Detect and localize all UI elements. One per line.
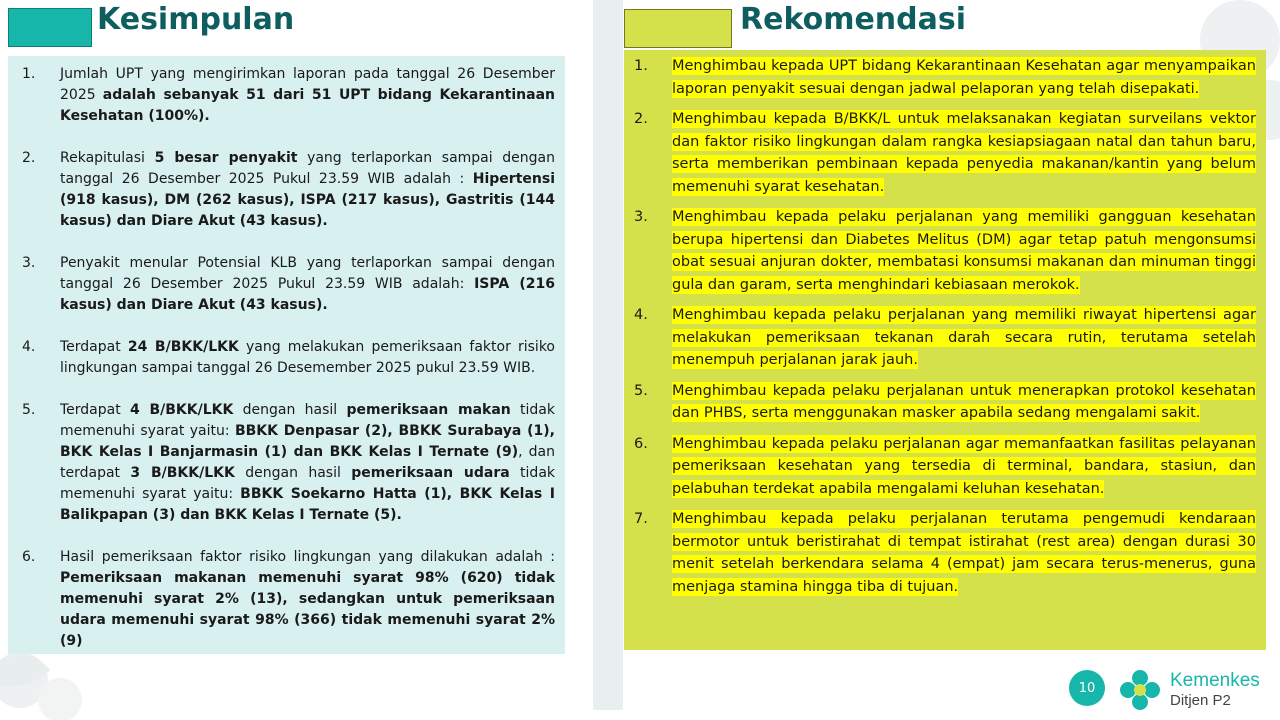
recommendation-item-text: Menghimbau kepada pelaku perjalanan untuk menerapkan protokol kesehatan dan PHBS, serta menggunakan masker apabila sedang mengalami sakit. bbox=[672, 382, 1256, 421]
recommendation-item-text: Menghimbau kepada pelaku perjalanan terutama pengemudi kendaraan bermotor untuk beristirahat di tempat istirahat (rest area) dengan durasi 30 menit setelah berkendara selama 4 (empat) jam secara terus-menerus, guna menjaga stamina hingga tiba di tujuan. bbox=[672, 511, 1256, 595]
conclusion-list bbox=[8, 64, 565, 652]
conclusion-item-text: dengan hasil bbox=[233, 402, 347, 418]
recommendation-item-text: Menghimbau kepada UPT bidang Kekarantinaan Kesehatan agar menyampaikan laporan penyakit sesuai dengan jadwal pelaporan yang telah disepakati. bbox=[672, 58, 1256, 97]
conclusion-item-text: Hasil pemeriksaan faktor risiko lingkungan yang dilakukan adalah : bbox=[60, 549, 555, 565]
recommendation-item bbox=[624, 433, 1266, 501]
conclusion-item bbox=[8, 64, 565, 127]
recommendation-item bbox=[624, 55, 1266, 100]
recommendation-item-text: Menghimbau kepada pelaku perjalanan yang memiliki riwayat hipertensi agar melakukan pemeriksaan tekanan darah secara rutin, terutama setelah menempuh perjalanan jarak jauh. bbox=[672, 307, 1256, 368]
conclusion-item-text: tidak memenuhi syarat yaitu: bbox=[60, 465, 556, 502]
conclusion-item bbox=[8, 148, 565, 232]
recommendation-item-number: 3. bbox=[634, 209, 648, 225]
recommendation-item bbox=[624, 508, 1266, 598]
conclusion-item-text: 5 besar penyakit bbox=[154, 150, 298, 166]
conclusion-panel bbox=[8, 56, 565, 654]
recommendation-item-text: Menghimbau kepada pelaku perjalanan yang memiliki gangguan kesehatan berupa hipertensi dan Diabetes Melitus (DM) agar tetap patuh mengonsumsi obat sesuai anjuran dokter, membatasi konsumsi makanan dan minuman tinggi gula dan garam, serta menghindari kebiasaan merokok. bbox=[672, 209, 1256, 293]
conclusion-item-text: dengan hasil bbox=[234, 465, 352, 481]
conclusion-item-text: adalah sebanyak 51 dari 51 UPT bidang Kekarantinaan Kesehatan (100%). bbox=[60, 87, 555, 124]
recommendation-item-number: 1. bbox=[634, 58, 648, 74]
conclusion-item-text: , dan terdapat bbox=[60, 444, 555, 481]
recommendation-item-number: 4. bbox=[634, 307, 648, 323]
recommendation-item bbox=[624, 304, 1266, 372]
conclusion-item-text: yang melakukan pemeriksaan faktor risiko lingkungan sampai tanggal 26 Desemember 2025 pukul 23.59 WIB. bbox=[60, 339, 555, 376]
conclusion-item bbox=[8, 337, 565, 379]
recommendation-item-number: 2. bbox=[634, 111, 648, 127]
conclusion-item-text: Terdapat bbox=[60, 339, 128, 355]
recommendation-item-number: 5. bbox=[634, 382, 648, 399]
conclusion-item-number: 1. bbox=[22, 66, 36, 82]
conclusion-item-text: Terdapat bbox=[60, 402, 131, 418]
recommendation-item bbox=[624, 206, 1266, 296]
conclusion-item-text: Jumlah UPT yang mengirimkan laporan pada tanggal 26 Desember 2025 bbox=[60, 66, 555, 103]
conclusion-item-text: pemeriksaan makan bbox=[346, 402, 511, 418]
recommendation-item-number: 6. bbox=[634, 435, 648, 452]
background-decoration-left bbox=[0, 650, 120, 720]
conclusion-item-text: 24 B/BKK/LKK bbox=[127, 339, 239, 355]
left-title: Kesimpulan bbox=[97, 2, 295, 37]
center-divider bbox=[593, 0, 623, 710]
right-title-accent bbox=[624, 9, 732, 48]
conclusion-item-number: 5. bbox=[22, 402, 36, 418]
recommendation-panel bbox=[624, 50, 1266, 650]
kemenkes-logo-icon bbox=[1116, 666, 1164, 714]
conclusion-item-number: 6. bbox=[22, 549, 36, 565]
recommendation-item bbox=[624, 380, 1266, 425]
recommendation-list bbox=[624, 55, 1266, 598]
recommendation-item-text: Menghimbau kepada B/BKK/L untuk melaksanakan kegiatan surveilans vektor dan faktor risiko lingkungan dalam rangka kesiapsiagaan natal dan tahun baru, serta memberikan pembinaan kepada penyedia makanan/kantin yang belum memenuhi syarat kesehatan. bbox=[672, 111, 1256, 195]
conclusion-item-text: yang terlaporkan sampai dengan tanggal 26 Desember 2025 Pukul 23.59 WIB adalah : bbox=[60, 150, 555, 187]
left-title-accent bbox=[8, 8, 92, 47]
conclusion-item-text: 4 B/BKK/LKK bbox=[130, 402, 234, 418]
conclusion-item-text: BBKK Soekarno Hatta (1), BKK Kelas I Balikpapan (3) dan BKK Kelas I Ternate (5). bbox=[60, 486, 555, 523]
conclusion-item-text: Pemeriksaan makanan memenuhi syarat 98% (620) tidak memenuhi syarat 2% (13), sedangkan untuk pemeriksaan udara memenuhi syarat 98% (366) tidak memenuhi syarat 2% (9) bbox=[60, 570, 555, 649]
conclusion-item-text: 3 B/BKK/LKK bbox=[130, 465, 235, 481]
conclusion-item-text: tidak memenuhi syarat yaitu: bbox=[60, 402, 555, 439]
conclusion-item-number: 3. bbox=[22, 255, 36, 271]
logo-text-sub: Ditjen P2 bbox=[1170, 692, 1231, 709]
conclusion-item-text: ISPA (216 kasus) dan Diare Akut (43 kasus). bbox=[60, 276, 555, 313]
logo-text-main: Kemenkes bbox=[1170, 670, 1260, 691]
recommendation-item-number: 7. bbox=[634, 511, 648, 527]
conclusion-item-text: Hipertensi (918 kasus), DM (262 kasus), ISPA (217 kasus), Gastritis (144 kasus) dan Diare Akut (43 kasus). bbox=[60, 171, 555, 229]
conclusion-item-text: Rekapitulasi bbox=[60, 150, 155, 166]
kemenkes-logo bbox=[1116, 666, 1276, 714]
page-number: 10 bbox=[1069, 670, 1105, 706]
conclusion-item-number: 4. bbox=[22, 339, 36, 355]
recommendation-item bbox=[624, 108, 1266, 198]
conclusion-item bbox=[8, 400, 565, 526]
conclusion-item-text: pemeriksaan udara bbox=[351, 465, 510, 481]
conclusion-item-text: Penyakit menular Potensial KLB yang terlaporkan sampai dengan tanggal 26 Desember 2025 Pukul 23.59 WIB adalah: bbox=[60, 255, 555, 292]
conclusion-item bbox=[8, 253, 565, 316]
recommendation-item-text: Menghimbau kepada pelaku perjalanan agar memanfaatkan fasilitas pelayanan pemeriksaan kesehatan yang tersedia di terminal, bandara, stasiun, dan pelabuhan terdekat apabila mengalami keluhan kesehatan. bbox=[672, 435, 1256, 497]
right-title: Rekomendasi bbox=[740, 2, 967, 37]
conclusion-item bbox=[8, 547, 565, 652]
conclusion-item-text: BBKK Denpasar (2), BBKK Surabaya (1), BKK Kelas I Banjarmasin (1) dan BKK Kelas I Ternate (9) bbox=[60, 423, 555, 460]
conclusion-item-number: 2. bbox=[22, 150, 36, 166]
